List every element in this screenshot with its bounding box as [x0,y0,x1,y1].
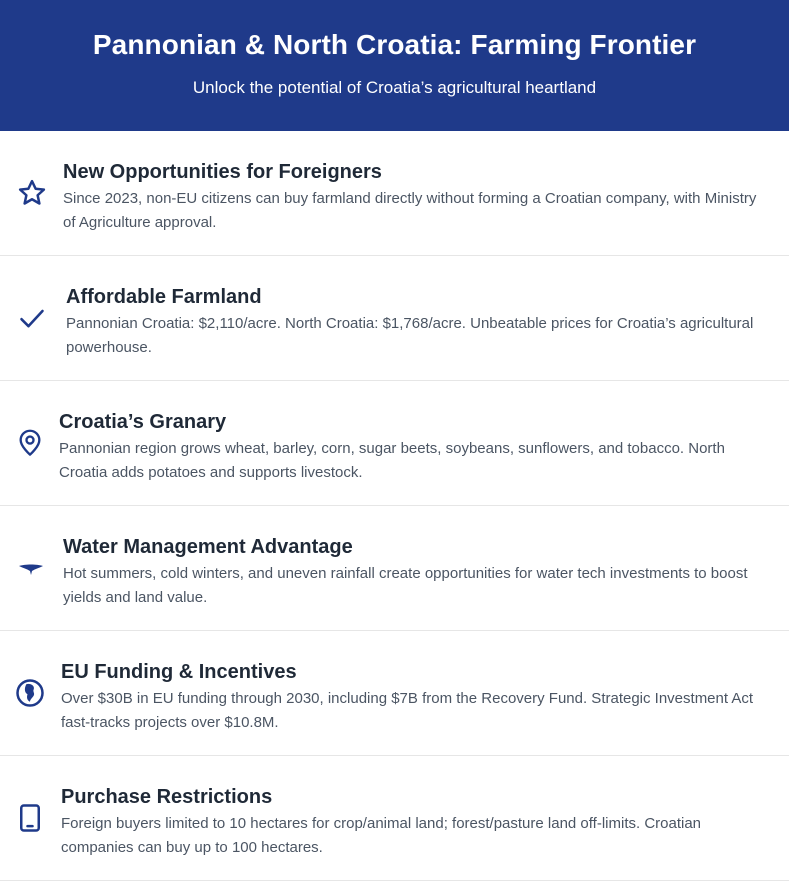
item-description: Foreign buyers limited to 10 hectares for crop/animal land; forest/pasture land off-limits. Croatian companies can buy up to 100 hectares. [61,815,702,856]
item-description: Pannonian region grows wheat, barley, corn, sugar beets, soybeans, sunflowers, and tobacco. North Croatia adds potatoes and supports livestock. [59,440,725,481]
item-description: Pannonian Croatia: $2,110/acre. North Croatia: $1,768/acre. Unbeatable prices for Croatia’s agricultural powerhouse. [66,315,754,356]
item-description: Over $30B in EU funding through 2030, including $7B from the Recovery Fund. Strategic Investment Act fast-tracks projects over $10.8M. [61,690,754,731]
page-title: Pannonian & North Croatia: Farming Frontier [92,29,697,60]
item-description: Hot summers, cold winters, and uneven rainfall create opportunities for water tech investments to boost yields and land value. [63,565,748,606]
check-icon [16,256,48,380]
map-pin-icon [14,381,46,505]
tablet-icon [14,756,46,880]
list-item [0,506,789,631]
item-title: New Opportunities for Foreigners [63,161,382,183]
page-subtitle: Unlock the potential of Croatia’s agricultural heartland [192,78,597,97]
list-item [0,256,789,381]
list-item [0,756,789,881]
item-title: Affordable Farmland [66,286,262,308]
item-description: Since 2023, non-EU citizens can buy farmland directly without forming a Croatian company, with Ministry of Agriculture approval. [63,190,757,231]
header-banner [0,0,789,131]
item-title: EU Funding & Incentives [61,661,297,683]
water-drop-icon [15,506,47,630]
list-item [0,381,789,506]
list-item [0,631,789,756]
item-title: Croatia’s Granary [59,411,227,433]
star-icon [16,131,48,255]
list-item [0,131,789,256]
feature-list [0,131,789,881]
globe-icon [14,631,46,755]
item-title: Water Management Advantage [63,536,353,558]
item-title: Purchase Restrictions [61,786,273,808]
